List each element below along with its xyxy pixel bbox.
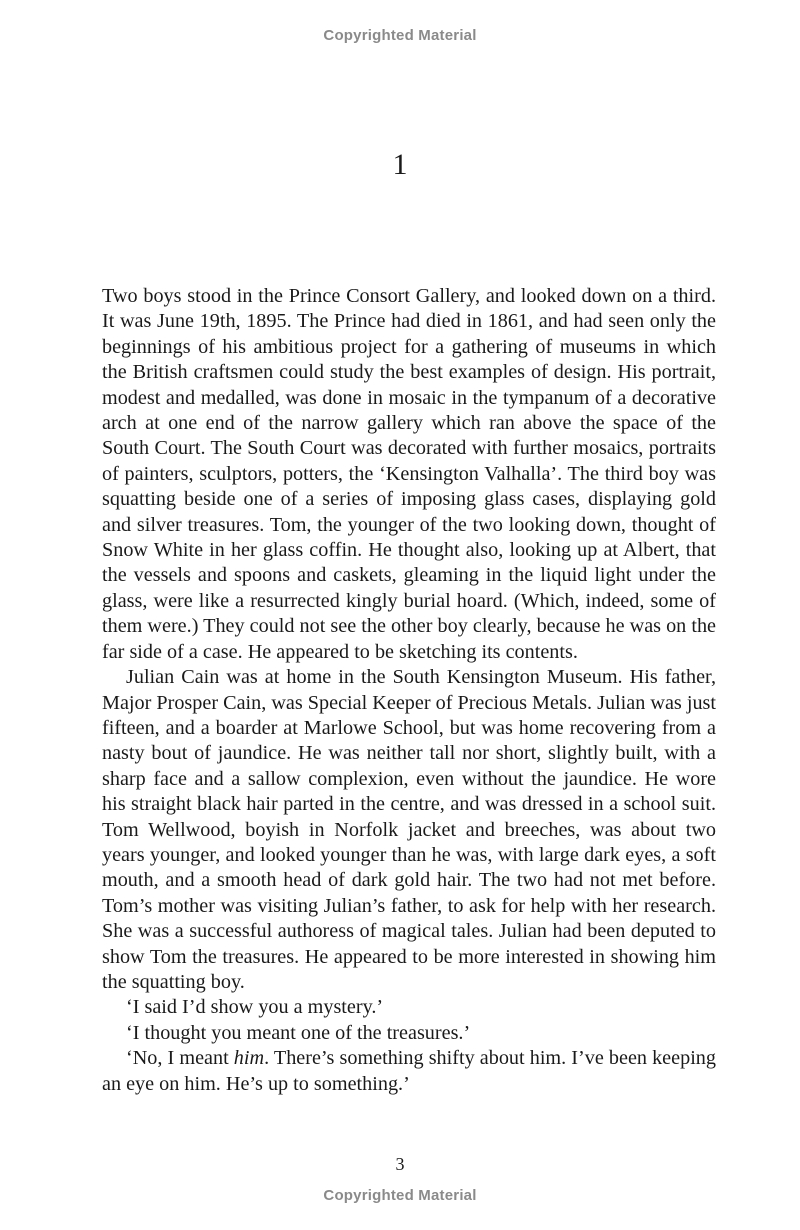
- chapter-number: 1: [392, 148, 408, 181]
- dialogue-line-3-end: . There’s something shifty about him. I’ve been keeping an eye on him. He’s up to something.’: [102, 1047, 716, 1095]
- dialogue-line-1: ‘I said I’d show you a mystery.’: [126, 996, 384, 1019]
- paragraph-1: Two boys stood in the Prince Consort Gallery, and looked down on a third. It was June 19th, 1895. The Prince had died in 1861, and had seen only the beginnings of his ambitious project for a gathering of museums in which the British craftsmen could study the best examples of design. His portrait, modest and medalled, was done in mosaic in the tympanum of a decorative arch at one end of the narrow gallery which ran above the space of the South Court. The South Court was decorated with further mosaics, portraits of painters, sculptors, potters, the ‘Kensington Valhalla’. The third boy was squatting beside one of a series of imposing glass cases, displaying gold and silver treasures. Tom, the younger of the two looking down, thought of Snow White in her glass coffin. He thought also, looking up at Albert, that the vessels and spoons and caskets, gleaming in the liquid light under the glass, were like a resurrected kingly burial hoard. (Which, indeed, some of them were.) They could not see the other boy clearly, because he was on the far side of a case. He appeared to be sketching its contents.: [102, 285, 716, 663]
- paragraph-2: Julian Cain was at home in the South Kensington Museum. His father, Major Prosper Cain, was Special Keeper of Precious Metals. Julian was just fifteen, and a boarder at Marlowe School, but was home recovering from a nasty bout of jaundice. He was neither tall nor short, slightly built, with a sharp face and a sallow complexion, even without the jaundice. He wore his straight black hair parted in the centre, and was dressed in a school suit. Tom Wellwood, boyish in Norfolk jacket and breeches, was about two years younger, and looked younger than he was, with large dark eyes, a soft mouth, and a smooth head of dark gold hair. The two had not met before. Tom’s mother was visiting Julian’s father, to ask for help with her research. She was a successful authoress of magical tales. Julian had been deputed to show Tom the treasures. He appeared to be more interested in showing him the squatting boy.: [102, 666, 716, 993]
- copyright-watermark-top: Copyrighted Material: [323, 27, 477, 44]
- page-number: 3: [395, 1154, 405, 1174]
- emphasized-word: him: [233, 1047, 265, 1070]
- dialogue-line-3-start: ‘No, I meant: [126, 1047, 234, 1070]
- chapter-body: [102, 284, 716, 1097]
- dialogue-line-2: ‘I thought you meant one of the treasures.’: [126, 1021, 471, 1044]
- dialogue-line-3: [102, 1046, 716, 1097]
- copyright-watermark-bottom: Copyrighted Material: [323, 1187, 477, 1204]
